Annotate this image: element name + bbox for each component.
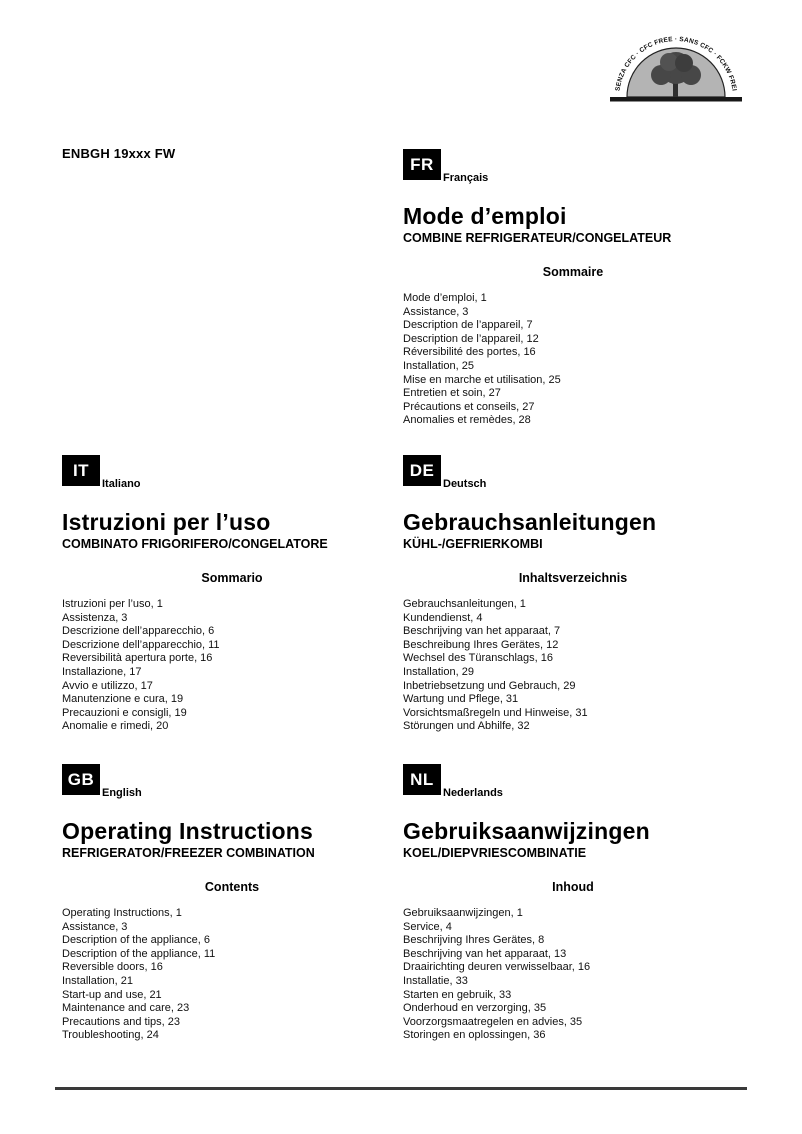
section-dutch — [403, 764, 743, 1043]
section-german — [403, 455, 743, 734]
toc-list — [62, 907, 402, 1043]
toc-item: Störungen und Abhilfe, 32 — [403, 720, 530, 733]
logo-base-bar — [610, 97, 742, 102]
toc-item: Avvio e utilizzo, 17 — [62, 679, 153, 692]
section-subtitle: KÜHL-/GEFRIERKOMBI — [403, 537, 543, 551]
toc-list — [403, 907, 743, 1043]
toc-item: Réversibilité des portes, 16 — [403, 346, 536, 359]
toc-item: Reversibilità apertura porte, 16 — [62, 652, 213, 665]
toc-item: Précautions et conseils, 27 — [403, 400, 535, 413]
toc-item: Storingen en oplossingen, 36 — [403, 1029, 546, 1042]
toc-list — [403, 292, 743, 428]
toc-heading: Sommario — [201, 571, 263, 585]
toc-item: Beschrijving van het apparaat, 7 — [403, 625, 561, 638]
toc-item: Troubleshooting, 24 — [62, 1029, 159, 1042]
toc-item: Starten en gebruik, 33 — [403, 988, 512, 1001]
toc-item: Description of the appliance, 6 — [62, 934, 210, 947]
section-title: Operating Instructions — [62, 818, 314, 844]
toc-item: Wechsel des Türanschlags, 16 — [403, 652, 554, 665]
toc-item: Mise en marche et utilisation, 25 — [403, 373, 561, 386]
toc-item: Mode d’emploi, 1 — [403, 292, 487, 304]
toc-item: Descrizione dell’apparecchio, 11 — [62, 638, 220, 651]
language-name: Italiano — [102, 478, 141, 490]
language-name: Deutsch — [443, 478, 487, 490]
model-number: ENBGH 19xxx FW — [62, 146, 176, 161]
toc-item: Entretien et soin, 27 — [403, 387, 501, 400]
toc-item: Description of the appliance, 11 — [62, 947, 216, 960]
language-code: IT — [72, 460, 90, 480]
section-subtitle: COMBINATO FRIGORIFERO/CONGELATORE — [62, 537, 328, 551]
section-subtitle: KOEL/DIEPVRIESCOMBINATIE — [403, 846, 587, 860]
language-header-nl — [403, 764, 743, 799]
toc-item: Onderhoud en verzorging, 35 — [403, 1002, 547, 1015]
section-subtitle: REFRIGERATOR/FREEZER COMBINATION — [62, 846, 315, 860]
cfc-free-logo-graphic — [606, 34, 746, 108]
toc-item: Installation, 21 — [62, 974, 133, 987]
toc-item: Draairichting deuren verwisselbaar, 16 — [403, 961, 591, 974]
toc-item: Beschreibung Ihres Gerätes, 12 — [403, 638, 559, 651]
language-name: Nederlands — [443, 787, 503, 799]
toc-item: Istruzioni per l’uso, 1 — [62, 598, 163, 610]
toc-item: Operating Instructions, 1 — [62, 907, 182, 919]
toc-item: Maintenance and care, 23 — [62, 1002, 190, 1015]
toc-item: Installation, 25 — [403, 359, 474, 372]
section-title: Gebrauchsanleitungen — [403, 509, 657, 535]
toc-heading: Contents — [204, 880, 260, 894]
toc-item: Vorsichtsmaßregeln und Hinweise, 31 — [403, 706, 588, 719]
section-italian — [62, 455, 402, 734]
toc-item: Assistance, 3 — [62, 920, 128, 933]
section-title: Istruzioni per l’uso — [62, 509, 271, 535]
toc-list — [403, 598, 743, 734]
toc-item: Assistenza, 3 — [62, 611, 128, 624]
toc-item: Descrizione dell’apparecchio, 6 — [62, 625, 215, 638]
section-title: Mode d’emploi — [403, 203, 567, 229]
toc-item: Beschrijving Ihres Gerätes, 8 — [403, 934, 545, 947]
language-name: English — [102, 787, 142, 799]
toc-item: Installatie, 33 — [403, 974, 468, 987]
language-header-gb — [62, 764, 402, 799]
logo-arc-text: SENZA CFC · CFC FREE · SANS CFC · FCKW FREI — [614, 35, 738, 92]
language-badge-fr — [403, 149, 441, 180]
section-subtitle: COMBINE REFRIGERATEUR/CONGELATEUR — [403, 231, 672, 245]
cfc-free-logo — [606, 34, 746, 113]
toc-item: Installation, 29 — [403, 665, 474, 678]
toc-item: Gebruiksaanwijzingen, 1 — [403, 907, 523, 919]
language-header-it — [62, 455, 402, 490]
language-badge-it — [62, 455, 100, 486]
toc-item: Service, 4 — [403, 920, 452, 933]
language-badge-de — [403, 455, 441, 486]
toc-item: Precautions and tips, 23 — [62, 1015, 181, 1028]
language-code: GB — [67, 769, 95, 789]
bottom-rule — [55, 1087, 747, 1090]
toc-item: Assistance, 3 — [403, 305, 469, 318]
language-header-de — [403, 455, 743, 490]
section-english — [62, 764, 402, 1043]
toc-item: Reversible doors, 16 — [62, 961, 163, 974]
toc-item: Wartung und Pflege, 31 — [403, 693, 519, 706]
toc-item: Anomalies et remèdes, 28 — [403, 414, 531, 427]
language-badge-gb — [62, 764, 100, 795]
language-code: DE — [409, 460, 435, 480]
language-code: FR — [410, 154, 434, 174]
toc-item: Description de l’appareil, 12 — [403, 332, 539, 345]
toc-item: Description de l’appareil, 7 — [403, 319, 533, 332]
toc-item: Gebrauchsanleitungen, 1 — [403, 598, 526, 610]
toc-heading: Sommaire — [542, 265, 604, 279]
toc-heading: Inhoud — [552, 880, 594, 894]
toc-item: Manutenzione e cura, 19 — [62, 693, 184, 706]
language-name: Français — [443, 172, 489, 184]
language-code: NL — [410, 769, 434, 789]
toc-item: Precauzioni e consigli, 19 — [62, 706, 187, 719]
toc-heading: Inhaltsverzeichnis — [518, 571, 628, 585]
toc-item: Anomalie e rimedi, 20 — [62, 720, 169, 733]
toc-item: Kundendienst, 4 — [403, 611, 483, 624]
toc-item: Start-up and use, 21 — [62, 988, 162, 1001]
toc-item: Installazione, 17 — [62, 665, 142, 678]
language-header-fr — [403, 149, 743, 184]
language-badge-nl — [403, 764, 441, 795]
section-french — [403, 149, 743, 428]
toc-item: Beschrijving van het apparaat, 13 — [403, 947, 567, 960]
section-title: Gebruiksaanwijzingen — [403, 818, 650, 844]
toc-list — [62, 598, 402, 734]
toc-item: Voorzorgsmaatregelen en advies, 35 — [403, 1015, 583, 1028]
toc-item: Inbetriebsetzung und Gebrauch, 29 — [403, 679, 576, 692]
